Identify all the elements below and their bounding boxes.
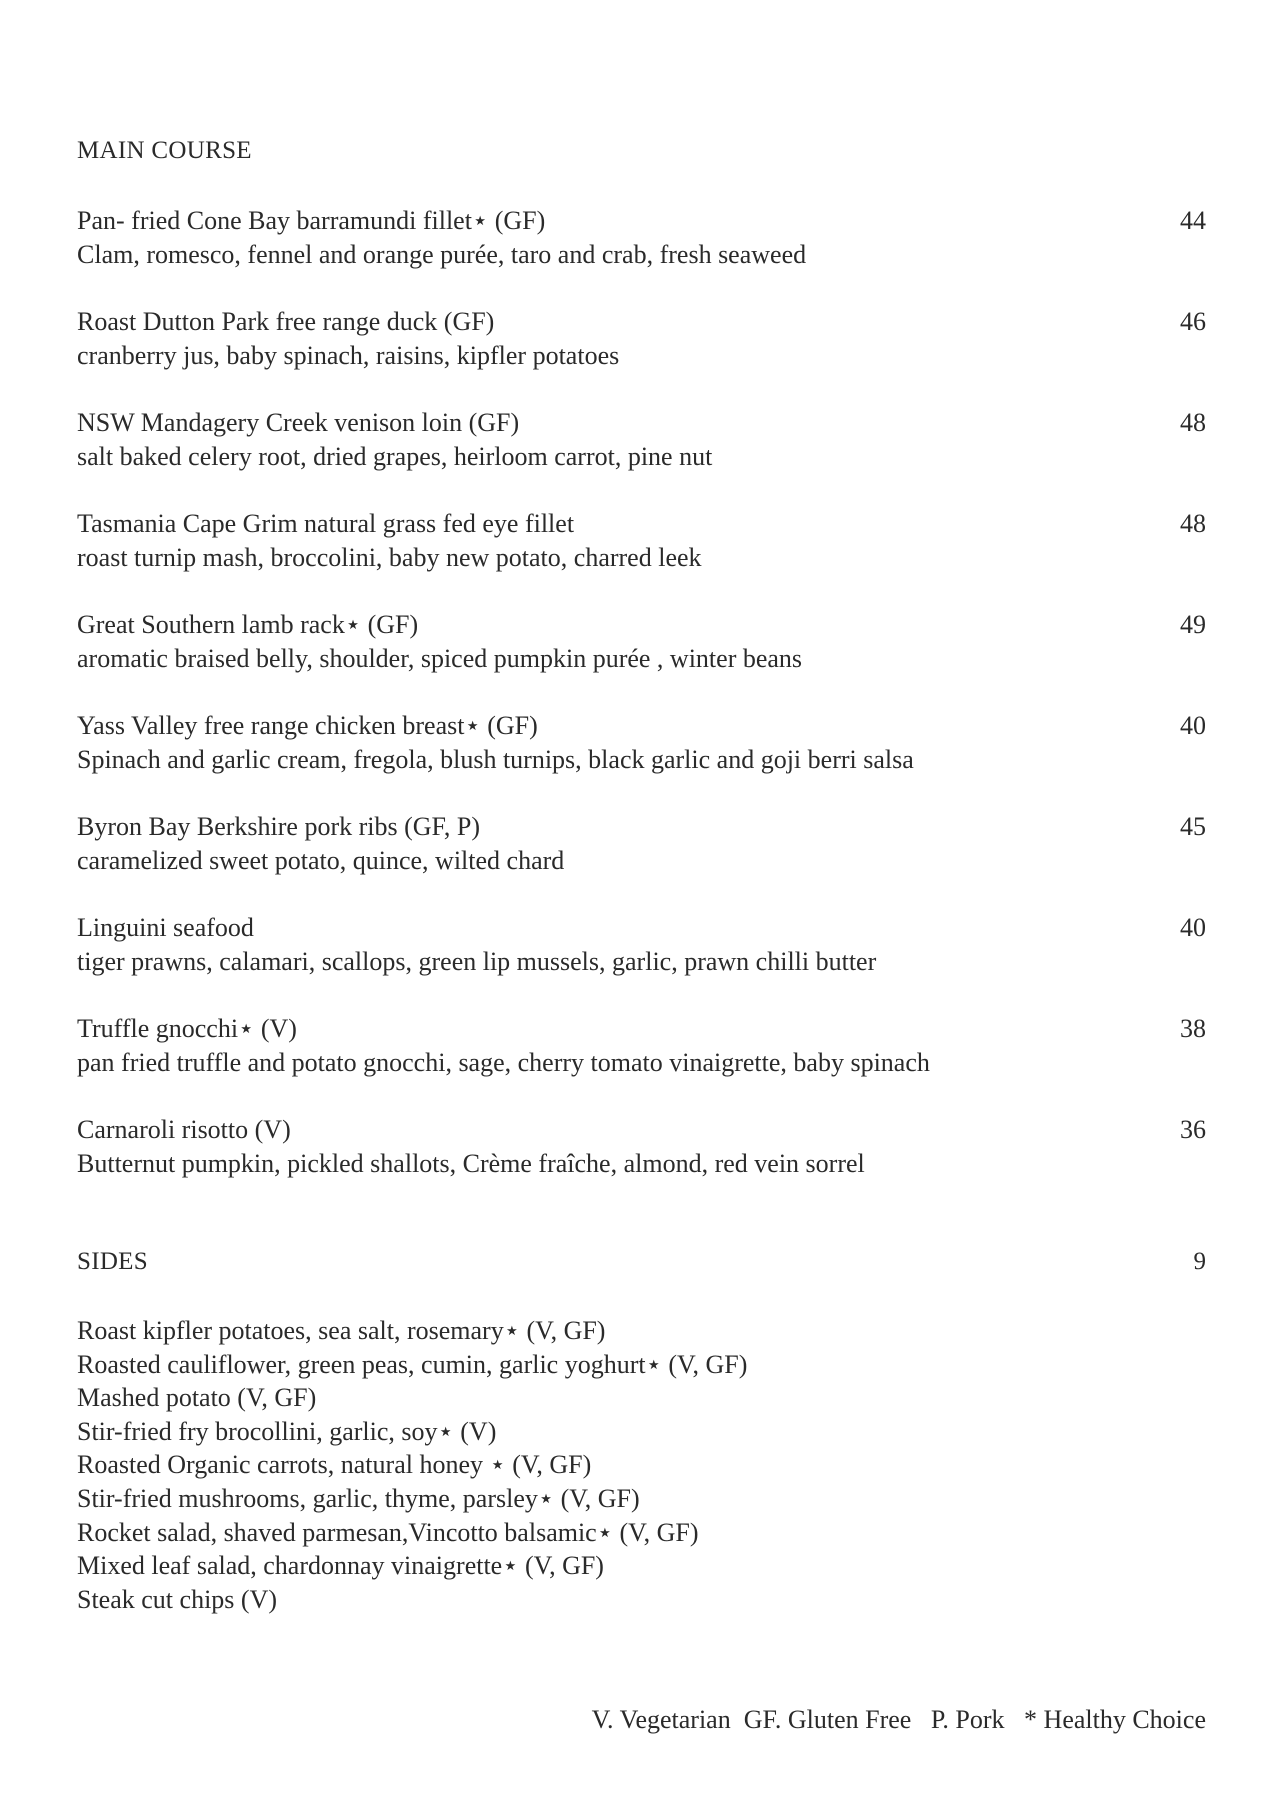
side-item: Roast kipfler potatoes, sea salt, rosemary⋆ (V, GF) bbox=[77, 1316, 606, 1345]
menu-item-name: Linguini seafood bbox=[77, 913, 254, 942]
menu-item-price: 45 bbox=[1180, 812, 1206, 841]
side-item: Roasted Organic carrots, natural honey ⋆ (V, GF) bbox=[77, 1450, 592, 1480]
menu-item-price: 40 bbox=[1180, 711, 1206, 740]
menu-item-name: Roast Dutton Park free range duck (GF) bbox=[77, 307, 495, 336]
menu-item-price: 48 bbox=[1180, 509, 1206, 538]
menu-item-description: aromatic braised belly, shoulder, spiced pumpkin purée , winter beans bbox=[77, 644, 803, 673]
menu-item-price: 48 bbox=[1180, 408, 1206, 437]
menu-item-price: 38 bbox=[1180, 1014, 1206, 1043]
side-item: Roasted cauliflower, green peas, cumin, garlic yoghurt⋆ (V, GF) bbox=[77, 1349, 748, 1379]
menu-item-name: Carnaroli risotto (V) bbox=[77, 1115, 291, 1144]
side-item: Rocket salad, shaved parmesan,Vincotto balsamic⋆ (V, GF) bbox=[77, 1517, 699, 1547]
sides-list bbox=[77, 1314, 747, 1616]
menu-item-price: 44 bbox=[1180, 206, 1206, 235]
menu-item-description: tiger prawns, calamari, scallops, green lip mussels, garlic, prawn chilli butter bbox=[77, 947, 877, 976]
menu-item bbox=[77, 911, 1206, 981]
menu-item-name: NSW Mandagery Creek venison loin (GF) bbox=[77, 408, 520, 437]
main-course-heading: MAIN COURSE bbox=[77, 137, 252, 164]
menu-item bbox=[77, 1113, 1206, 1183]
menu-item-description: pan fried truffle and potato gnocchi, sage, cherry tomato vinaigrette, baby spinach bbox=[77, 1048, 930, 1077]
menu-item bbox=[77, 1012, 1206, 1082]
menu-item-name: Great Southern lamb rack⋆ (GF) bbox=[77, 610, 419, 639]
menu-item-price: 40 bbox=[1180, 913, 1206, 942]
menu-item-description: roast turnip mash, broccolini, baby new potato, charred leek bbox=[77, 543, 702, 572]
dietary-legend: V. Vegetarian GF. Gluten Free P. Pork * Healthy Choice bbox=[591, 1705, 1206, 1734]
menu-item-description: salt baked celery root, dried grapes, heirloom carrot, pine nut bbox=[77, 442, 713, 471]
menu-item bbox=[77, 204, 1206, 274]
menu-item bbox=[77, 608, 1206, 678]
menu-item bbox=[77, 507, 1206, 577]
menu-item-description: Butternut pumpkin, pickled shallots, Crème fraîche, almond, red vein sorrel bbox=[77, 1149, 865, 1178]
side-item: Mashed potato (V, GF) bbox=[77, 1383, 317, 1413]
side-item: Mixed leaf salad, chardonnay vinaigrette⋆ (V, GF) bbox=[77, 1551, 604, 1581]
menu-item-description: Spinach and garlic cream, fregola, blush turnips, black garlic and goji berri salsa bbox=[77, 745, 914, 774]
menu-item-description: cranberry jus, baby spinach, raisins, kipfler potatoes bbox=[77, 341, 620, 370]
menu-item-price: 36 bbox=[1180, 1115, 1206, 1144]
menu-item-price: 49 bbox=[1180, 610, 1206, 639]
menu-item-price: 46 bbox=[1180, 307, 1206, 336]
menu-page bbox=[77, 0, 1206, 1800]
sides-heading: SIDES bbox=[77, 1248, 148, 1275]
menu-item-name: Byron Bay Berkshire pork ribs (GF, P) bbox=[77, 812, 481, 841]
menu-item-name: Yass Valley free range chicken breast⋆ (GF) bbox=[77, 711, 538, 740]
menu-item bbox=[77, 709, 1206, 779]
side-item: Stir-fried mushrooms, garlic, thyme, parsley⋆ (V, GF) bbox=[77, 1483, 640, 1513]
menu-item-name: Tasmania Cape Grim natural grass fed eye fillet bbox=[77, 509, 575, 538]
side-item: Steak cut chips (V) bbox=[77, 1584, 278, 1614]
sides-price: 9 bbox=[1193, 1248, 1206, 1275]
menu-item-name: Pan- fried Cone Bay barramundi fillet⋆ (GF) bbox=[77, 206, 546, 235]
menu-item-description: Clam, romesco, fennel and orange purée, taro and crab, fresh seaweed bbox=[77, 240, 807, 269]
menu-item-description: caramelized sweet potato, quince, wilted chard bbox=[77, 846, 565, 875]
menu-item bbox=[77, 305, 1206, 375]
menu-item-name: Truffle gnocchi⋆ (V) bbox=[77, 1014, 297, 1043]
menu-item bbox=[77, 810, 1206, 880]
side-item: Stir-fried fry brocollini, garlic, soy⋆ (V) bbox=[77, 1416, 497, 1446]
menu-item bbox=[77, 406, 1206, 476]
